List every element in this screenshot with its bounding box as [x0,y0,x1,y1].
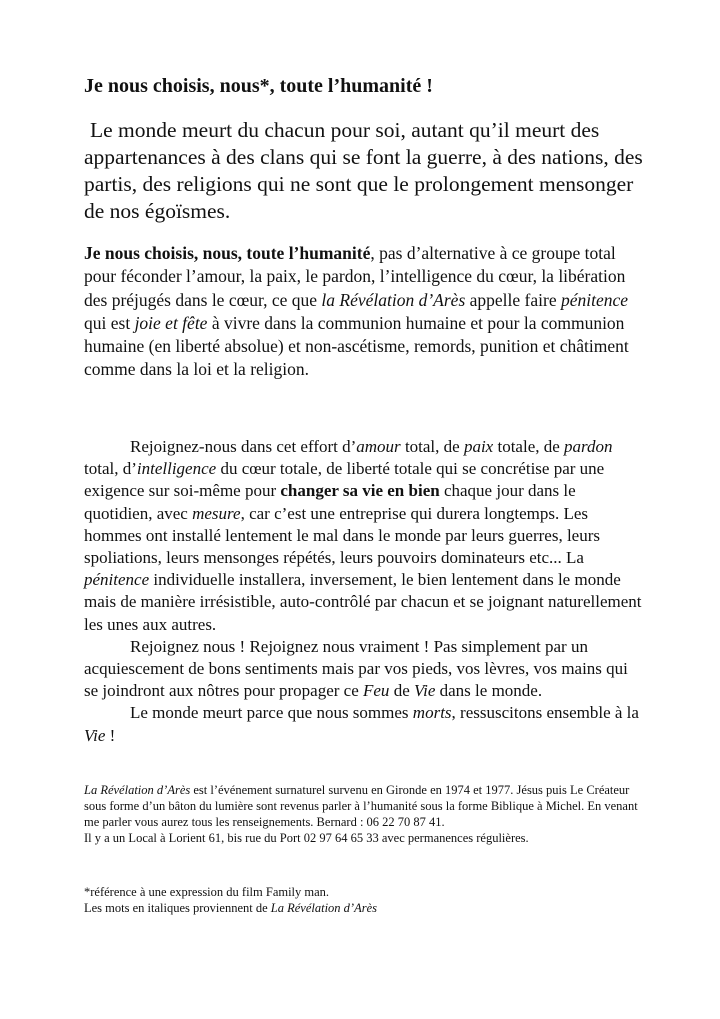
italic-run: La Révélation d’Arès [270,901,377,915]
text-run: chaque jour dans le quotidien, avec [84,481,576,523]
text-run: , car c’est une entreprise qui durera longtemps. Les hommes ont installé lentement le mal dans le monde par leurs guerres, leurs spoliations, leurs mensonges répétés, leurs pouvoirs dominateurs etc... La [84,503,600,568]
italic-run: La Révélation d’Arès [84,783,191,797]
footnote-italics [84,900,644,916]
choice-bold-intro: Je nous choisis, nous, toute l’humanité [84,243,371,263]
italic-run: paix [463,437,494,456]
text-run: du cœur totale, de liberté totale qui se concrétise par une exigence sur soi-même pour [84,459,605,501]
italic-run: pardon [564,437,613,456]
italic-run: amour [356,437,401,456]
bold-run: changer sa vie en bien [280,481,440,501]
text-run: individuelle installera, inversement, le bien lentement dans le monde mais de manière irrésistible, auto-contrôlé par chacun et se joignant naturellement les unes aux autres. [84,570,642,634]
italic-run: pénitence [84,570,150,590]
lead-text: Le monde meurt du chacun pour soi, autant qu’il meurt des appartenances à des clans qui se font la guerre, à des nations, des partis, des religions qui ne sont que le prolongement mensonger de nos égoïsmes. [84,118,643,223]
italic-run: Feu [363,681,390,701]
footer-local-text: Il y a un Local à Lorient 61, bis rue du Port 02 97 64 65 33 avec permanences régulières. [84,831,529,845]
text-run: total, d’ [84,459,137,479]
text-run: Rejoignez nous ! Rejoignez nous vraiment ! Pas simplement par un acquiescement de bons sentiments mais par vos pieds, vos lèvres, vos mains qui se joindront aux nôtres pour propager ce [84,636,628,701]
lead-paragraph [84,117,656,225]
text-run: qui est [84,312,135,333]
choice-paragraph [84,242,644,382]
footer-revelation-text [84,783,638,829]
text-run: Le monde meurt parce que nous sommes [130,703,413,723]
resurrect-paragraph [84,702,644,746]
text-run: total, de [400,437,464,456]
join-us-paragraph [84,636,644,703]
italic-run: morts [412,703,452,723]
italic-run: Vie [84,725,106,745]
text-run: Rejoignez-nous dans cet effort d’ [130,437,357,456]
text-run: , ressuscitons ensemble à la [451,703,639,723]
footnote-reference: *référence à une expression du film Family man. [84,885,330,899]
join-effort-paragraph [84,436,644,636]
text-run: dans le monde. [435,681,543,701]
italic-run: pénitence [560,289,629,310]
text-run: , pas d’alternative à ce groupe total pour féconder l’amour, la paix, le pardon, l’intelligence du cœur, la libération des préjugés dans le cœur, ce que [84,243,626,310]
document-title: Je nous choisis, nous*, toute l’humanité ! [84,75,433,97]
italic-run: intelligence [136,459,217,479]
text-run: est l’événement surnaturel survenu en Gironde en 1974 et 1977. Jésus puis Le Créateur sous forme d’un bâton du lumière sont revenus parler à l’humanité sous la forme Biblique à Michel. En venant me parler vous aurez tous les renseignements. Bernard : 06 22 70 87 41. [84,783,638,829]
text-run: appelle faire [465,289,561,310]
text-run: totale, de [493,437,565,456]
italic-run: la Révélation d’Arès [321,289,466,310]
italic-run: mesure [192,503,241,523]
body-section [84,436,644,747]
text-run: à vivre dans la communion humaine et pour la communion humaine (en liberté absolue) et non-ascétisme, remords, punition et châtiment comme dans la loi et la religion. [84,312,629,380]
text-run: ! [105,725,116,745]
italic-run: joie et fête [134,312,208,333]
text-run: de [389,681,414,701]
footer-notes [84,884,644,916]
italic-run: Vie [413,681,436,701]
footer-info [84,782,644,846]
text-run: Les mots en italiques proviennent de [84,901,271,915]
